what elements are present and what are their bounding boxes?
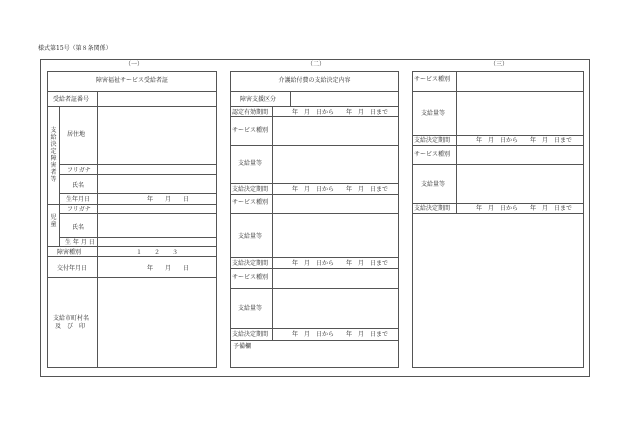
decision-period-value-3: 年 月 日から 年 月 日まで <box>292 331 389 338</box>
decision-period-label-3: 支給決定期間 <box>232 331 269 338</box>
panel1-number: （一） <box>125 61 144 68</box>
service-type-label-1: サービス種別 <box>232 127 269 134</box>
panel1-title: 障害福祉サービス受給者証 <box>95 77 168 84</box>
form-reference: 様式第15号（第８条関係） <box>38 45 112 52</box>
child-furigana-label: フリガナ <box>67 206 91 213</box>
recipient-group-label: 支給決定障害者等 <box>50 127 57 183</box>
child-dob-label: 生 年 月 日 <box>65 239 95 246</box>
dob-label: 生年月日 <box>66 196 91 203</box>
issue-date-value: 年 月 日 <box>147 265 190 272</box>
p3-decision-period-value-2: 年 月 日から 年 月 日まで <box>476 205 573 212</box>
cert-period-label: 認定有効期間 <box>232 109 269 116</box>
seal-label: 及 び 印 <box>55 323 86 330</box>
decision-period-label-2: 支給決定期間 <box>232 260 269 267</box>
p3-amount-label-2: 支給量等 <box>421 181 446 188</box>
disability-type-label: 障害種別 <box>57 249 82 256</box>
cert-period-value: 年 月 日から 年 月 日まで <box>292 109 389 116</box>
remarks-label: 予備欄 <box>233 343 252 350</box>
panel2-number: （二） <box>307 61 326 68</box>
support-category-label: 障害支援区分 <box>240 96 277 103</box>
issue-date-label: 交付年月日 <box>57 265 88 272</box>
municipality-label: 支給市町村名 <box>53 315 90 322</box>
amount-label-2: 支給量等 <box>238 233 263 240</box>
service-type-label-2: サービス種別 <box>232 199 269 206</box>
amount-label-3: 支給量等 <box>238 305 263 312</box>
address-label: 居住地 <box>67 131 86 138</box>
p3-decision-period-label-1: 支給決定期間 <box>414 137 451 144</box>
panel2-title: 介護給付費の支給決定内容 <box>278 77 351 84</box>
disability-type-options: １ ２ ３ <box>136 249 179 256</box>
p3-service-type-label-2: サービス種別 <box>414 151 451 158</box>
amount-label-1: 支給量等 <box>238 160 263 167</box>
child-name-label: 氏名 <box>72 224 85 231</box>
furigana-label: フリガナ <box>67 167 91 174</box>
service-type-label-3: サービス種別 <box>232 274 269 281</box>
child-group-label: 児童 <box>50 214 57 228</box>
decision-period-value-2: 年 月 日から 年 月 日まで <box>292 260 389 267</box>
p3-decision-period-label-2: 支給決定期間 <box>414 205 451 212</box>
recipient-number-label: 受給者証番号 <box>53 96 90 103</box>
p3-amount-label-1: 支給量等 <box>421 110 446 117</box>
p3-service-type-label-1: サービス種別 <box>414 76 451 83</box>
name-label: 氏名 <box>72 182 85 189</box>
decision-period-value-1: 年 月 日から 年 月 日まで <box>292 186 389 193</box>
p3-decision-period-value-1: 年 月 日から 年 月 日まで <box>476 137 573 144</box>
panel3-number: （三） <box>490 61 509 68</box>
dob-value: 年 月 日 <box>147 196 190 203</box>
decision-period-label-1: 支給決定期間 <box>232 186 269 193</box>
